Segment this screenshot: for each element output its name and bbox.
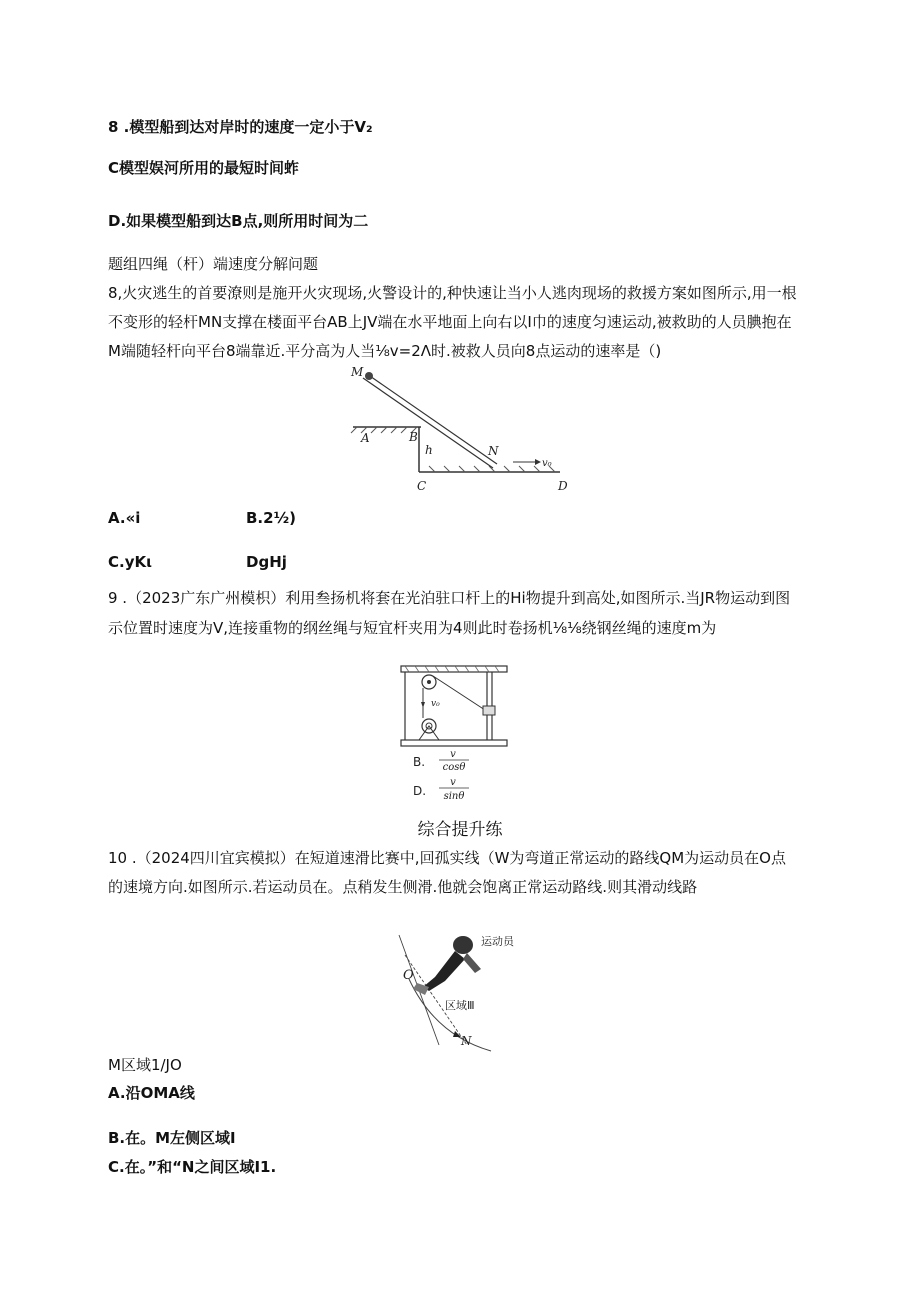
option-a-q10: A.沿OMA线 [108, 1084, 195, 1102]
figure-speed-skater [395, 925, 545, 1055]
question-8-line2: 不变形的轻杆MN支撑在楼面平台AB上JV端在水平地面上向右以I巾的速度匀速运动,被救助的人员腆抱在 [108, 313, 792, 331]
label-v0-winch: v₀ [431, 699, 440, 709]
figure-winch [395, 662, 515, 810]
athlete-figure [413, 936, 481, 995]
option-b-denominator: cosθ [442, 762, 466, 773]
label-c: C [417, 479, 427, 493]
person-icon [365, 372, 373, 380]
option-b-q7: 8 .模型船到达对岸时的速度一定小于V₂ [108, 118, 373, 136]
option-b-label-q9: B. [413, 755, 426, 769]
option-c-q7: C模型娱河所用的最短时间蚱 [108, 159, 300, 177]
question-8-line1: 8,火灾逃生的首要潦则是施开火灾现场,火警设计的,种快速让当小人逃肉现场的救援方案如图所示,用一根 [108, 284, 797, 302]
section-title-comprehensive: 综合提升练 [417, 820, 503, 840]
label-m: M [351, 365, 364, 379]
question-9-line1: 9 .（2023广东广州模枳）利用叁扬机将套在光泊驻口杆上的Hi物提升到高处,如图所示.当JR物运动到图 [108, 589, 791, 607]
label-athlete: 运动员 [481, 935, 514, 948]
question-10-line1: 10 .（2024四川宜宾模拟）在短道速滑比赛中,回孤实线（W为弯道正常运动的路线QM为运动员在O点 [108, 849, 786, 867]
label-n: N [488, 444, 499, 458]
label-region-3: 区域Ⅲ [445, 999, 475, 1012]
question-9-line2: 示位置时速度为V,连接重物的纲丝绳与短宜杆夹用为4则此时卷扬机⅛⅛绕钢丝绳的速度m为 [108, 619, 717, 637]
label-o: O [403, 968, 414, 983]
label-v0: v₀ [542, 458, 552, 469]
label-a: A [361, 431, 370, 445]
figure-caption-q10: M区域1/JO [108, 1056, 182, 1074]
label-d: D [558, 479, 568, 493]
option-a-q8: A.«i [108, 509, 141, 527]
option-d-label-q9: D. [413, 784, 427, 798]
figure-rescue-rod [345, 362, 585, 496]
question-8-line3: M端随轻杆向平台8端靠近.平分高为人当⅛v=2Λ时.被救人员向8点运动的速率是（) [108, 342, 662, 360]
label-b: B [409, 430, 418, 444]
option-d-q8: DgHj [246, 553, 287, 571]
option-b-q8: B.2½) [246, 509, 296, 527]
option-c-q10: C.在。”和“N之间区域I1. [108, 1158, 277, 1176]
section-heading-group4: 题组四绳（杆）端速度分解问题 [108, 255, 319, 273]
option-c-q8: C.yKι [108, 553, 152, 571]
question-10-line2: 的速境方向.如图所示.若运动员在。点稍发生侧滑.他就会饱离正常运动路线.则其滑动线路 [108, 878, 698, 896]
option-d-numerator: v [450, 777, 456, 788]
label-h: h [425, 443, 433, 457]
option-d-q7: D.如果模型船到达B点,则所用时间为二 [108, 212, 369, 230]
option-b-q10: B.在。M左侧区域I [108, 1129, 236, 1147]
option-b-numerator: v [450, 749, 456, 760]
option-d-denominator: sinθ [443, 791, 465, 802]
label-n-skater: N [461, 1034, 472, 1048]
